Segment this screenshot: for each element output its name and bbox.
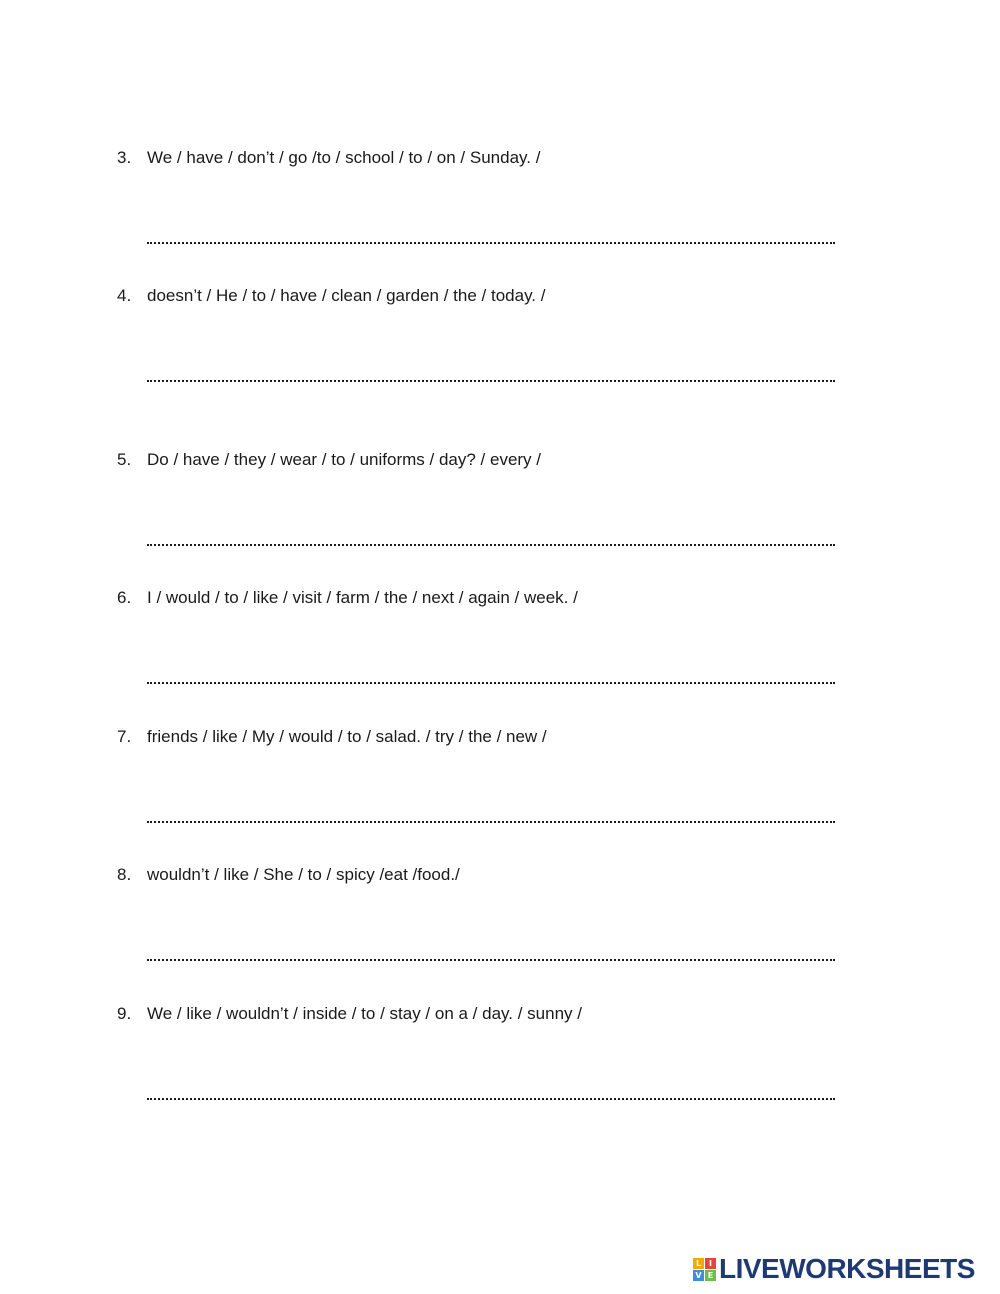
answer-line[interactable] xyxy=(147,376,835,382)
logo-text: LIVEWORKSHEETS xyxy=(719,1253,975,1284)
item-number: 3. xyxy=(117,148,132,167)
scrambled-sentence: wouldn’t / like / She / to / spicy /eat /food./ xyxy=(147,865,460,884)
logo-mark-tile: E xyxy=(705,1270,716,1281)
item-number: 9. xyxy=(117,1004,132,1023)
logo-mark-tile: V xyxy=(693,1270,704,1281)
logo-mark-tile: L xyxy=(693,1258,704,1269)
item-number: 4. xyxy=(117,286,132,305)
answer-line[interactable] xyxy=(147,540,835,546)
liveworksheets-logo xyxy=(693,1253,975,1284)
item-number: 5. xyxy=(117,450,132,469)
scrambled-sentence: friends / like / My / would / to / salad. / try / the / new / xyxy=(147,727,547,746)
answer-line[interactable] xyxy=(147,238,835,244)
answer-line[interactable] xyxy=(147,1094,835,1100)
scrambled-sentence: Do / have / they / wear / to / uniforms / day? / every / xyxy=(147,450,542,469)
scrambled-sentence: We / have / don’t / go /to / school / to / on / Sunday. / xyxy=(147,148,541,167)
item-number: 7. xyxy=(117,727,132,746)
logo-mark-tile: I xyxy=(705,1258,716,1269)
item-number: 8. xyxy=(117,865,132,884)
scrambled-sentence: I / would / to / like / visit / farm / the / next / again / week. / xyxy=(147,588,578,607)
scrambled-sentence: We / like / wouldn’t / inside / to / stay / on a / day. / sunny / xyxy=(147,1004,582,1023)
scrambled-sentence: doesn’t / He / to / have / clean / garden / the / today. / xyxy=(147,286,546,305)
answer-line[interactable] xyxy=(147,817,835,823)
answer-line[interactable] xyxy=(147,678,835,684)
answer-line[interactable] xyxy=(147,955,835,961)
item-number: 6. xyxy=(117,588,132,607)
logo-mark-icon xyxy=(693,1258,716,1281)
